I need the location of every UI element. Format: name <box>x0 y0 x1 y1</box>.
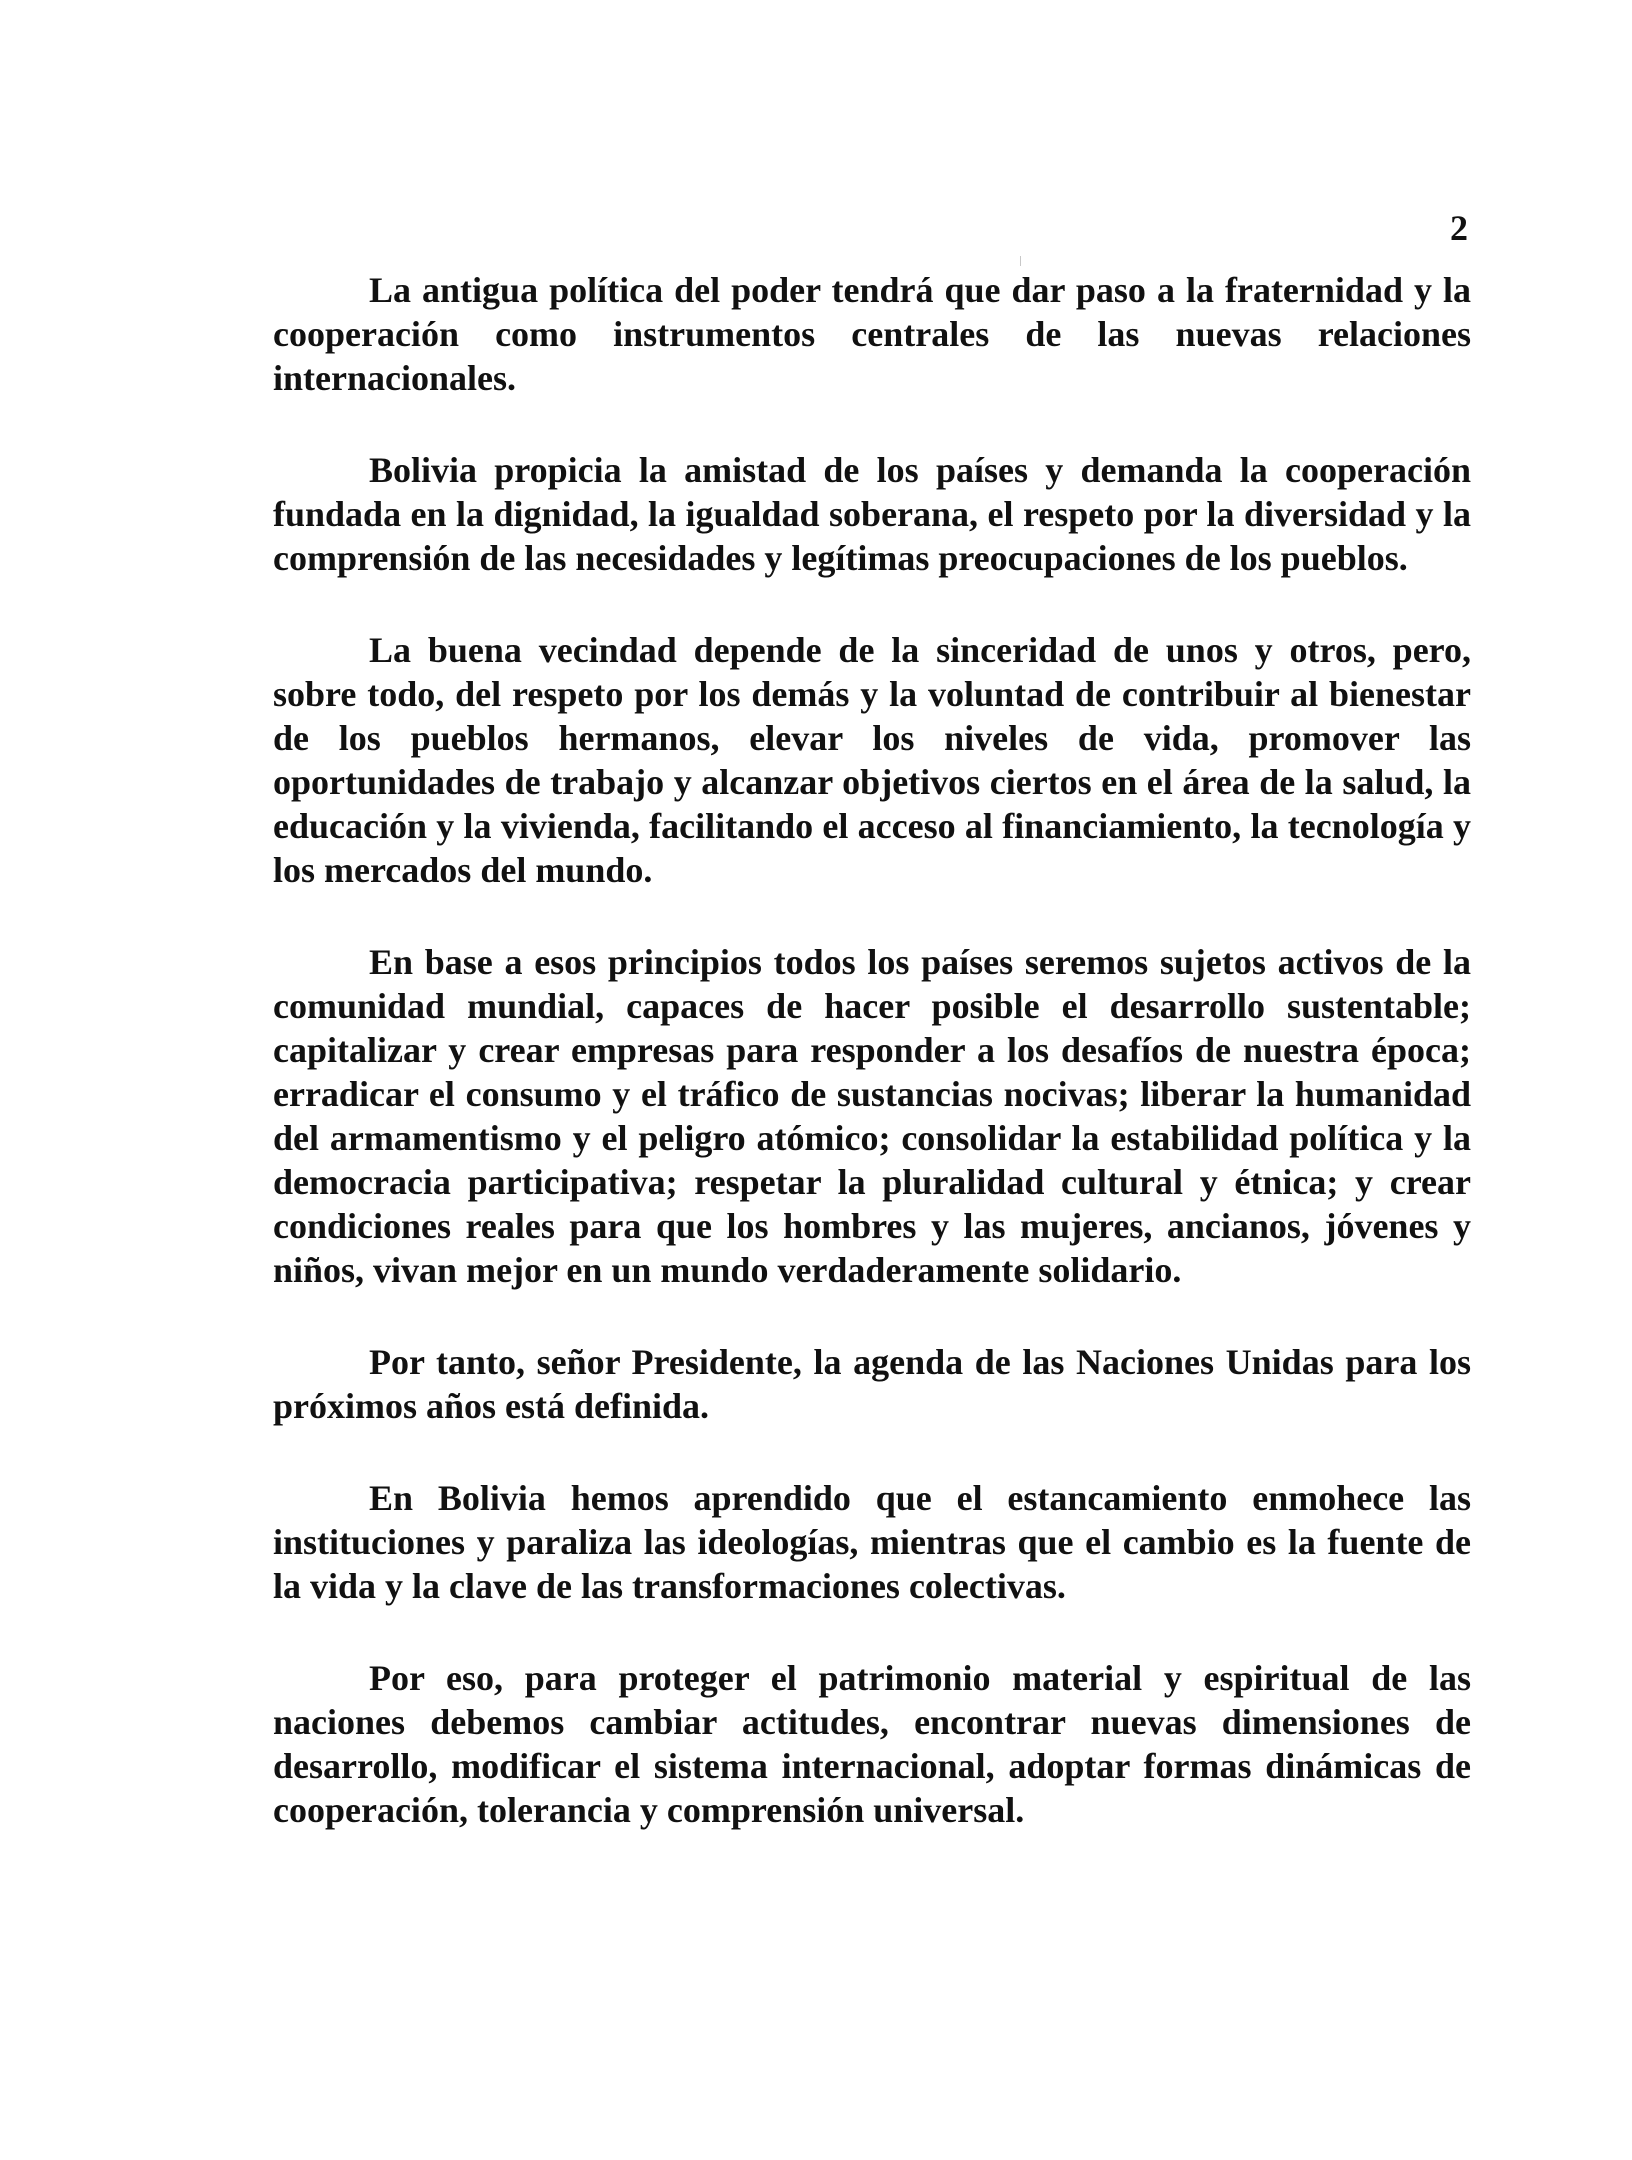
scan-speck <box>1020 256 1021 266</box>
paragraph-bolivia-friendship: Bolivia propicia la amistad de los países y demanda la cooperación fundada en la dignidad, la igualdad soberana, el respeto por la diversidad y la comprensión de las necesidades y legítimas preocupaciones de los pueblos. <box>273 450 1471 578</box>
document-body <box>273 268 1471 1880</box>
paragraph-un-agenda: Por tanto, señor Presidente, la agenda de las Naciones Unidas para los próximos años está definida. <box>273 1342 1471 1426</box>
paragraph-good-neighborhood: La buena vecindad depende de la sinceridad de unos y otros, pero, sobre todo, del respeto por los demás y la voluntad de contribuir al bienestar de los pueblos hermanos, elevar los niveles de vida, promover las oportunidades de trabajo y alcanzar objetivos ciertos en el área de la salud, la educación y la vivienda, facilitando el acceso al financiamiento, la tecnología y los mercados del mundo. <box>273 630 1471 890</box>
paragraph-heritage: Por eso, para proteger el patrimonio material y espiritual de las naciones debemos cambiar actitudes, encontrar nuevas dimensiones de desarrollo, modificar el sistema internacional, adoptar formas dinámicas de cooperación, tolerancia y comprensión universal. <box>273 1658 1471 1830</box>
page-number: 2 <box>1450 208 1468 248</box>
paragraph-principles: En base a esos principios todos los países seremos sujetos activos de la comunidad mundial, capaces de hacer posible el desarrollo sustentable; capitalizar y crear empresas para responder a los desafíos de nuestra época; erradicar el consumo y el tráfico de sustancias nocivas; liberar la humanidad del armamentismo y el peligro atómico; consolidar la estabilidad política y la democracia participativa; respetar la pluralidad cultural y étnica; y crear condiciones reales para que los hombres y las mujeres, ancianos, jóvenes y niños, vivan mejor en un mundo verdaderamente solidario. <box>273 942 1471 1290</box>
paragraph-change: En Bolivia hemos aprendido que el estancamiento enmohece las instituciones y paraliza las ideologías, mientras que el cambio es la fuente de la vida y la clave de las transformaciones colectivas. <box>273 1478 1471 1606</box>
paragraph-fraternity: La antigua política del poder tendrá que dar paso a la fraternidad y la cooperación como instrumentos centrales de las nuevas relaciones internacionales. <box>273 270 1471 398</box>
